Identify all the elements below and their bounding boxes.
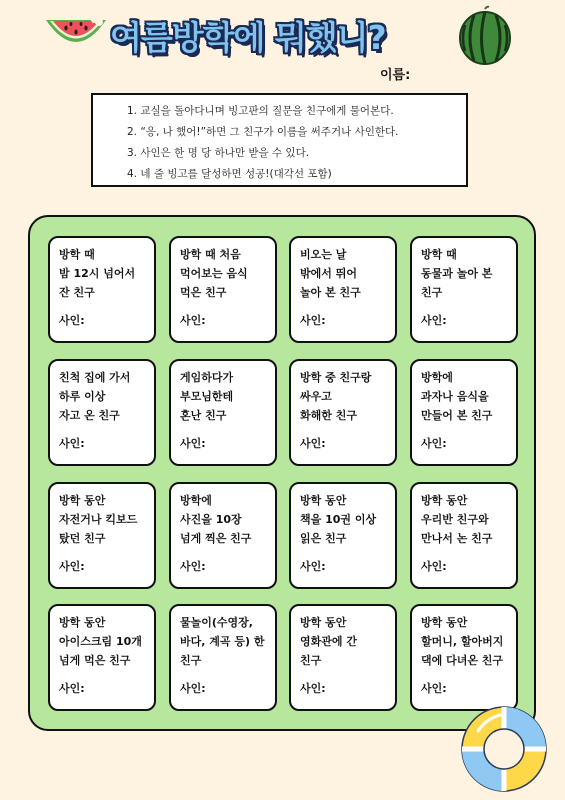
watermelon-icon [458, 5, 512, 65]
rule-item: 3. 사인은 한 명 당 하나만 받을 수 있다. [127, 147, 310, 159]
bingo-cell-text: 방학 동안 자전거나 킥보드 탔던 친구 [59, 494, 138, 545]
bingo-cell-sign[interactable]: 사인: [59, 560, 85, 573]
bingo-cell-text: 방학 동안 할머니, 할아버지 댁에 다녀온 친구 [421, 616, 504, 667]
bingo-cell-sign[interactable]: 사인: [180, 314, 206, 327]
bingo-cell-sign[interactable]: 사인: [300, 437, 326, 450]
bingo-cell-sign[interactable]: 사인: [421, 560, 447, 573]
bingo-cell-text: 게임하다가 부모님한테 혼난 친구 [180, 371, 234, 422]
bingo-cell-sign[interactable]: 사인: [421, 682, 447, 695]
bingo-cell-text: 방학 동안 우리반 친구와 만나서 논 친구 [421, 494, 493, 545]
bingo-cell-text: 방학 때 처음 먹어보는 음식 먹은 친구 [180, 248, 248, 299]
page-title: 여름방학에 뭐했니? [110, 18, 386, 57]
bingo-cell-text: 방학 동안 아이스크림 10개 넘게 먹은 친구 [59, 616, 142, 667]
bingo-cell-text: 방학 동안 책을 10권 이상 읽은 친구 [300, 494, 377, 545]
bingo-cell[interactable] [289, 482, 397, 589]
bingo-cell-sign[interactable]: 사인: [59, 682, 85, 695]
bingo-cell-sign[interactable]: 사인: [421, 314, 447, 327]
bingo-cell-sign[interactable]: 사인: [300, 682, 326, 695]
rule-item: 1. 교실을 돌아다니며 빙고판의 질문을 친구에게 물어본다. [127, 105, 394, 117]
bingo-cell[interactable] [289, 604, 397, 711]
rule-item: 4. 네 줄 빙고를 달성하면 성공!(대각선 포함) [127, 168, 332, 180]
header [0, 0, 565, 90]
bingo-cell[interactable] [289, 359, 397, 466]
bingo-cell[interactable] [410, 482, 518, 589]
bingo-cell-text: 방학에 사진을 10장 넘게 찍은 친구 [180, 494, 252, 545]
watermelon-slice-icon [44, 16, 108, 56]
bingo-cell-text: 물놀이(수영장, 바다, 계곡 등) 한 친구 [180, 616, 265, 667]
bingo-cell-sign[interactable]: 사인: [180, 682, 206, 695]
bingo-cell[interactable] [410, 236, 518, 343]
bingo-cell[interactable] [48, 236, 156, 343]
bingo-cell[interactable] [289, 236, 397, 343]
rules-box [91, 93, 468, 187]
bingo-cell[interactable] [48, 604, 156, 711]
bingo-cell-sign[interactable]: 사인: [421, 437, 447, 450]
bingo-cell[interactable] [48, 482, 156, 589]
bingo-cell[interactable] [169, 482, 277, 589]
name-field-label[interactable]: 이름: [380, 68, 411, 83]
bingo-cell-text: 방학 중 친구랑 싸우고 화해한 친구 [300, 371, 372, 422]
bingo-cell[interactable] [169, 359, 277, 466]
bingo-cell-sign[interactable]: 사인: [59, 314, 85, 327]
bingo-cell-text: 방학 때 동물과 놀아 본 친구 [421, 248, 493, 299]
bingo-cell-sign[interactable]: 사인: [59, 437, 85, 450]
bingo-cell-text: 방학 때 밤 12시 넘어서 잔 친구 [59, 248, 136, 299]
bingo-cell-text: 비오는 날 밖에서 뛰어 놀아 본 친구 [300, 248, 361, 299]
bingo-cell[interactable] [169, 236, 277, 343]
bingo-cell-sign[interactable]: 사인: [300, 560, 326, 573]
bingo-cell-sign[interactable]: 사인: [180, 437, 206, 450]
bingo-cell[interactable] [169, 604, 277, 711]
bingo-cell[interactable] [410, 359, 518, 466]
bingo-cell-text: 방학 동안 영화관에 간 친구 [300, 616, 357, 667]
bingo-cell-text: 친척 집에 가서 하루 이상 자고 온 친구 [59, 371, 131, 422]
bingo-cell-text: 방학에 과자나 음식을 만들어 본 친구 [421, 371, 493, 422]
bingo-board [28, 215, 536, 731]
bingo-cell[interactable] [410, 604, 518, 711]
swim-ring-icon [458, 703, 550, 795]
rule-item: 2. “응, 나 했어!”하면 그 친구가 이름을 써주거나 사인한다. [127, 126, 399, 138]
bingo-cell[interactable] [48, 359, 156, 466]
bingo-cell-sign[interactable]: 사인: [300, 314, 326, 327]
bingo-cell-sign[interactable]: 사인: [180, 560, 206, 573]
